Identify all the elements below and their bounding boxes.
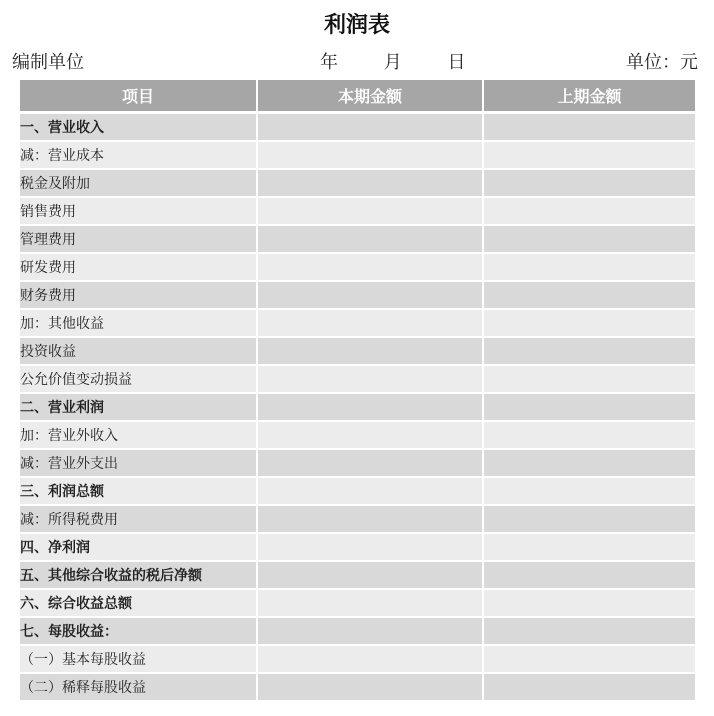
table-row <box>20 113 695 142</box>
row-label: 加：营业外收入 <box>20 421 257 449</box>
date-year-label: 年 <box>320 52 338 73</box>
current-amount-cell[interactable] <box>257 393 483 421</box>
row-label: 四、净利润 <box>20 533 257 561</box>
previous-amount-cell[interactable] <box>483 141 695 169</box>
table-row <box>20 169 695 197</box>
row-label: 公允价值变动损益 <box>20 365 257 393</box>
previous-amount-cell[interactable] <box>483 225 695 253</box>
current-amount-cell[interactable] <box>257 169 483 197</box>
current-amount-cell[interactable] <box>257 561 483 589</box>
table-row <box>20 449 695 477</box>
table-row <box>20 197 695 225</box>
table-row <box>20 337 695 365</box>
current-amount-cell[interactable] <box>257 673 483 701</box>
current-amount-cell[interactable] <box>257 113 483 142</box>
previous-amount-cell[interactable] <box>483 197 695 225</box>
row-label: 一、营业收入 <box>20 113 257 142</box>
table-header-row <box>20 80 695 113</box>
table-row <box>20 477 695 505</box>
table-row <box>20 617 695 645</box>
statement-title: 利润表 <box>323 12 390 38</box>
current-amount-cell[interactable] <box>257 225 483 253</box>
table-row <box>20 533 695 561</box>
table-row <box>20 645 695 673</box>
previous-amount-cell[interactable] <box>483 393 695 421</box>
current-amount-cell[interactable] <box>257 533 483 561</box>
previous-amount-cell[interactable] <box>483 449 695 477</box>
row-label: 投资收益 <box>20 337 257 365</box>
row-label: （二）稀释每股收益 <box>20 673 257 701</box>
column-header-previous-period: 上期金额 <box>483 80 695 113</box>
column-header-current-period: 本期金额 <box>257 80 483 113</box>
row-label: 加：其他收益 <box>20 309 257 337</box>
current-amount-cell[interactable] <box>257 505 483 533</box>
date-month-label: 月 <box>383 52 402 73</box>
current-amount-cell[interactable] <box>257 197 483 225</box>
date-line <box>320 48 487 74</box>
income-statement-table <box>20 80 695 702</box>
currency-unit-label: 单位：元 <box>626 52 698 73</box>
preparing-unit-label: 编制单位 <box>12 52 84 73</box>
previous-amount-cell[interactable] <box>483 617 695 645</box>
row-label: 减：营业外支出 <box>20 449 257 477</box>
row-label: 二、营业利润 <box>20 393 257 421</box>
table-row <box>20 225 695 253</box>
previous-amount-cell[interactable] <box>483 533 695 561</box>
current-amount-cell[interactable] <box>257 365 483 393</box>
row-label: 财务费用 <box>20 281 257 309</box>
current-amount-cell[interactable] <box>257 645 483 673</box>
previous-amount-cell[interactable] <box>483 645 695 673</box>
previous-amount-cell[interactable] <box>483 365 695 393</box>
current-amount-cell[interactable] <box>257 309 483 337</box>
row-label: （一）基本每股收益 <box>20 645 257 673</box>
previous-amount-cell[interactable] <box>483 169 695 197</box>
current-amount-cell[interactable] <box>257 253 483 281</box>
current-amount-cell[interactable] <box>257 449 483 477</box>
table-row <box>20 673 695 701</box>
row-label: 税金及附加 <box>20 169 257 197</box>
previous-amount-cell[interactable] <box>483 505 695 533</box>
previous-amount-cell[interactable] <box>483 589 695 617</box>
current-amount-cell[interactable] <box>257 337 483 365</box>
row-label: 研发费用 <box>20 253 257 281</box>
table-row <box>20 309 695 337</box>
previous-amount-cell[interactable] <box>483 281 695 309</box>
table-row <box>20 281 695 309</box>
current-amount-cell[interactable] <box>257 141 483 169</box>
current-amount-cell[interactable] <box>257 617 483 645</box>
date-day-label: 日 <box>447 52 466 73</box>
table-row <box>20 253 695 281</box>
current-amount-cell[interactable] <box>257 281 483 309</box>
previous-amount-cell[interactable] <box>483 421 695 449</box>
previous-amount-cell[interactable] <box>483 477 695 505</box>
row-label: 管理费用 <box>20 225 257 253</box>
row-label: 七、每股收益： <box>20 617 257 645</box>
previous-amount-cell[interactable] <box>483 309 695 337</box>
table-row <box>20 505 695 533</box>
current-amount-cell[interactable] <box>257 589 483 617</box>
previous-amount-cell[interactable] <box>483 561 695 589</box>
current-amount-cell[interactable] <box>257 421 483 449</box>
previous-amount-cell[interactable] <box>483 337 695 365</box>
table-row <box>20 365 695 393</box>
column-header-item: 项目 <box>20 80 257 113</box>
table-row <box>20 589 695 617</box>
previous-amount-cell[interactable] <box>483 253 695 281</box>
current-amount-cell[interactable] <box>257 477 483 505</box>
table-row <box>20 421 695 449</box>
row-label: 减：营业成本 <box>20 141 257 169</box>
row-label: 销售费用 <box>20 197 257 225</box>
row-label: 六、综合收益总额 <box>20 589 257 617</box>
table-row <box>20 141 695 169</box>
table-row <box>20 393 695 421</box>
previous-amount-cell[interactable] <box>483 673 695 701</box>
previous-amount-cell[interactable] <box>483 113 695 142</box>
row-label: 三、利润总额 <box>20 477 257 505</box>
row-label: 减：所得税费用 <box>20 505 257 533</box>
table-row <box>20 561 695 589</box>
row-label: 五、其他综合收益的税后净额 <box>20 561 257 589</box>
